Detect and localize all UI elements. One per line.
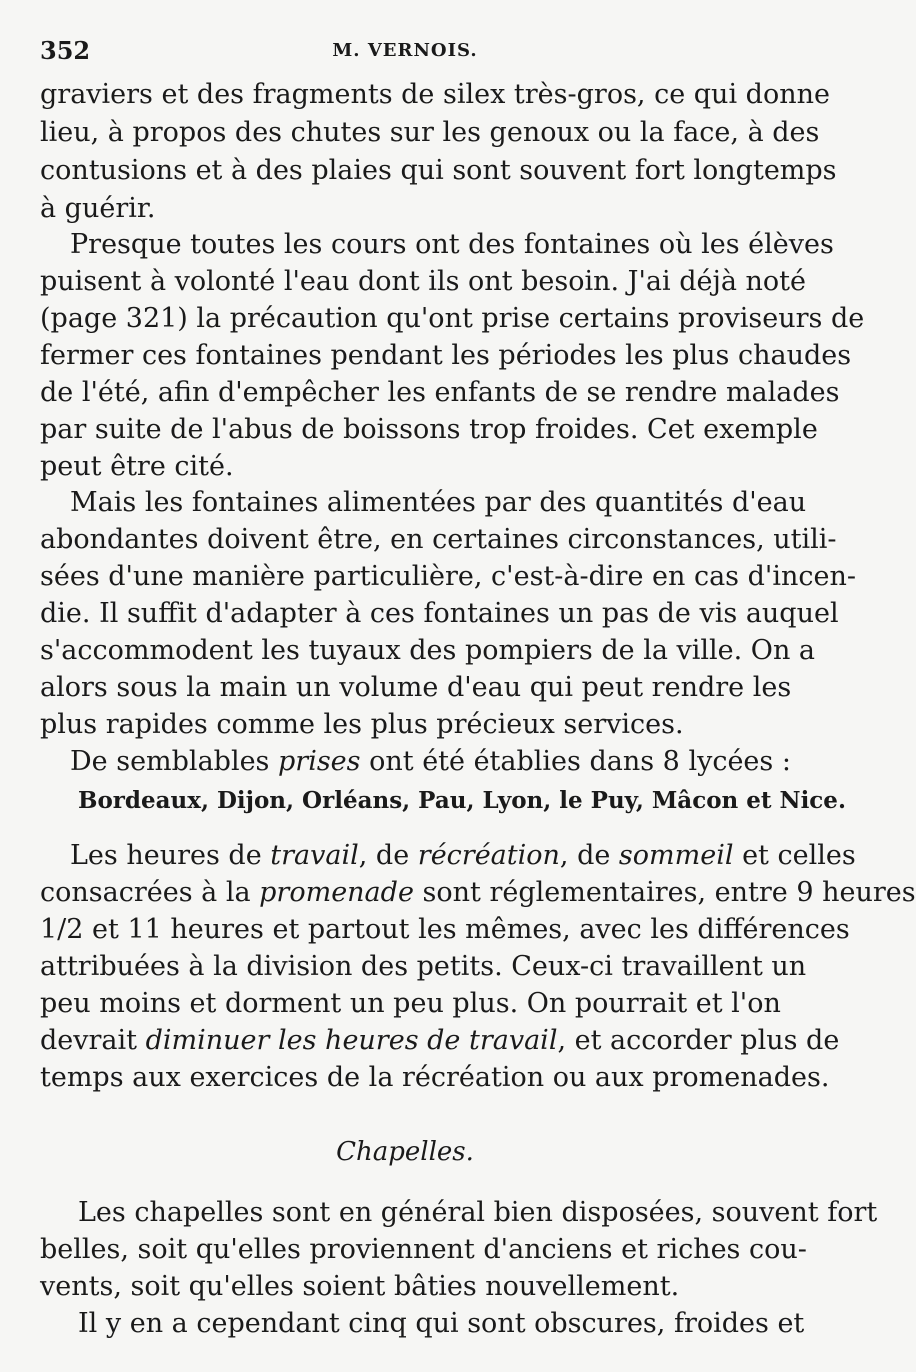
text-line: sées d'une manière particulière, c'est-à-dire en cas d'incen- [40,561,856,592]
text-segment: , et accorder plus de [557,1025,840,1056]
text-line: belles, soit qu'elles proviennent d'anciens et riches cou- [40,1234,807,1265]
text-line: lieu, à propos des chutes sur les genoux ou la face, à des [40,117,820,148]
emphasis: diminuer les heures de travail [145,1025,558,1056]
text-line: Il y en a cependant cinq qui sont obscures, froides et [78,1308,805,1339]
emphasis: prises [278,746,361,777]
text-line: vents, soit qu'elles soient bâties nouvellement. [40,1271,680,1302]
text-segment: devrait [40,1025,146,1056]
text-segment: sont réglementaires, entre 9 heures [413,877,916,908]
text-segment: Les heures de [70,840,271,871]
text-segment: , de [358,840,418,871]
text-line: temps aux exercices de la récréation ou aux promenades. [40,1062,830,1093]
text-segment: ont été établies dans 8 lycées : [360,746,791,777]
emphasis: travail [270,840,359,871]
text-line: de l'été, afin d'empêcher les enfants de se rendre malades [40,377,840,408]
text-line: die. Il suffit d'adapter à ces fontaines un pas de vis auquel [40,598,839,629]
text-line: fermer ces fontaines pendant les périodes les plus chaudes [40,340,852,371]
emphasis: récréation [417,840,560,871]
emphasis: sommeil [618,840,734,871]
text-line: Mais les fontaines alimentées par des quantités d'eau [70,487,807,518]
text-line [70,837,856,875]
text-line: Presque toutes les cours ont des fontaines où les élèves [70,229,834,260]
text-line: Les chapelles sont en général bien disposées, souvent fort [78,1197,878,1228]
emphasis: promenade [259,877,414,908]
page-header [40,30,770,70]
text-line [40,874,916,912]
text-segment: consacrées à la [40,877,260,908]
text-line: s'accommodent les tuyaux des pompiers de la ville. On a [40,635,816,666]
text-segment: et celles [733,840,856,871]
text-line: 1/2 et 11 heures et partout les mêmes, avec les différences [40,914,850,945]
page-number: 352 [40,36,91,65]
text-line [70,743,791,781]
text-segment: De semblables [70,746,278,777]
text-line: abondantes doivent être, en certaines circonstances, utili- [40,524,837,555]
text-line: par suite de l'abus de boissons trop froides. Cet exemple [40,414,818,445]
text-line [40,1022,840,1060]
text-line: contusions et à des plaies qui sont souvent fort longtemps [40,155,837,186]
text-line: peu moins et dorment un peu plus. On pourrait et l'on [40,988,781,1019]
text-line: graviers et des fragments de silex très-gros, ce qui donne [40,79,830,110]
lycee-list: Bordeaux, Dijon, Orléans, Pau, Lyon, le Puy, Mâcon et Nice. [78,787,846,814]
text-line: à guérir. [40,193,156,224]
section-heading: Chapelles. [336,1137,474,1167]
running-title: M. VERNOIS. [332,40,478,61]
text-line: alors sous la main un volume d'eau qui peut rendre les [40,672,792,703]
text-segment: , de [559,840,619,871]
text-line: plus rapides comme les plus précieux services. [40,709,684,740]
text-line: attribuées à la division des petits. Ceux-ci travaillent un [40,951,807,982]
text-line: puisent à volonté l'eau dont ils ont besoin. J'ai déjà noté [40,266,807,297]
text-line: (page 321) la précaution qu'ont prise certains proviseurs de [40,303,865,334]
text-line: peut être cité. [40,451,234,482]
